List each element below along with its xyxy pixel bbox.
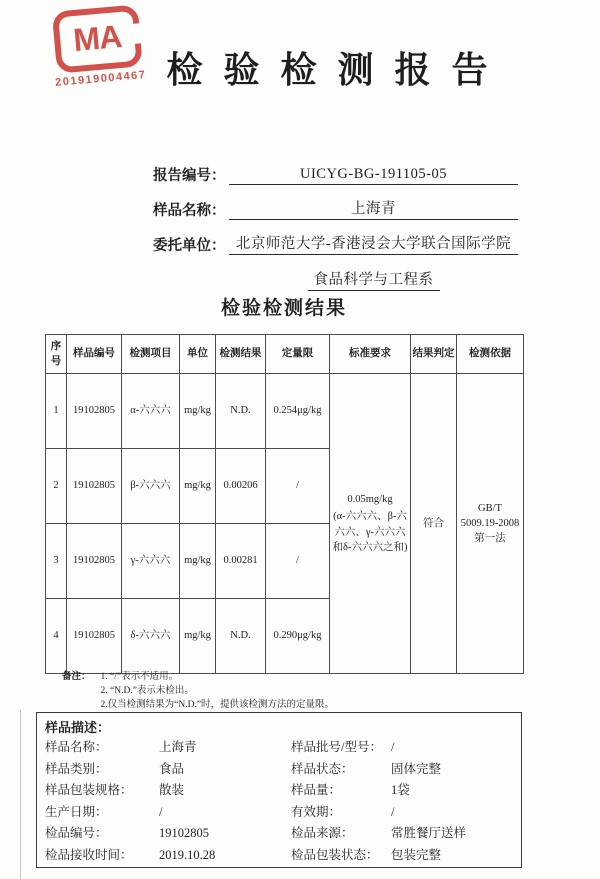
- client-label: 委托单位：: [153, 238, 226, 254]
- report-number-value: UICYG-BG-191105-05: [229, 166, 518, 185]
- field-value: /: [391, 740, 395, 754]
- results-table: [45, 334, 524, 674]
- sample-description-row: [45, 802, 513, 824]
- report-number-label: 报告编号：: [153, 168, 226, 184]
- cell-sample-no: 19102805: [67, 449, 122, 524]
- field-value: 上海青: [159, 740, 197, 754]
- scan-edge-line: [20, 710, 21, 879]
- field-value: /: [391, 804, 395, 819]
- field-value: 2019.10.28: [159, 847, 216, 862]
- cma-logo-icon: [52, 4, 143, 73]
- cell-unit: mg/kg: [180, 449, 216, 524]
- cell-item: α-六六六: [122, 374, 180, 449]
- field-label: 检品编号：: [45, 826, 108, 840]
- col-header-loq: 定量限: [266, 335, 330, 374]
- client-row: [153, 233, 518, 255]
- cell-result: N.D.: [216, 599, 266, 674]
- cell-verdict: 符合: [411, 374, 457, 674]
- cell-unit: mg/kg: [180, 599, 216, 674]
- field-label: 样品量：: [291, 783, 342, 797]
- cell-item: γ-六六六: [122, 524, 180, 599]
- sample-description-title: 样品描述：: [45, 720, 111, 735]
- document-title: 检 验 检 测 报 告: [166, 50, 494, 90]
- note-item-1: 1. “/”表示不适用。: [100, 672, 179, 682]
- standard-note: (α-六六六、β-六六六、γ-六六六和δ-六六六之和): [332, 511, 408, 553]
- sample-description-row: [45, 759, 513, 781]
- col-header-sample-no: 样品编号: [67, 335, 122, 374]
- cell-seq: 3: [46, 524, 67, 599]
- cell-result: 0.00281: [216, 524, 266, 599]
- field-label: 检品接收时间：: [45, 847, 133, 862]
- field-label: 检品来源：: [291, 826, 354, 840]
- col-header-seq: 序号: [46, 335, 67, 374]
- sample-name-label: 样品名称：: [153, 203, 226, 219]
- cell-seq: 4: [46, 599, 67, 674]
- sample-name-value: 上海青: [229, 197, 518, 220]
- col-header-result: 检测结果: [216, 335, 266, 374]
- cell-loq: /: [266, 524, 330, 599]
- field-value: /: [159, 804, 163, 819]
- field-label: 样品状态：: [291, 761, 354, 776]
- field-label: 样品包装规格：: [45, 783, 133, 797]
- cma-logo-letters: MA: [71, 18, 123, 59]
- field-label: 生产日期：: [45, 804, 108, 819]
- cell-sample-no: 19102805: [67, 524, 122, 599]
- field-value: 包装完整: [391, 847, 442, 862]
- notes-label: 备注：: [62, 672, 91, 682]
- report-fields: [153, 163, 518, 290]
- cell-loq: /: [266, 449, 330, 524]
- field-label: 有效期：: [291, 804, 342, 819]
- field-value: 固体完整: [391, 761, 442, 776]
- field-value: 散装: [159, 783, 185, 797]
- notes-items: [101, 670, 335, 712]
- cell-item: δ-六六六: [122, 599, 180, 674]
- cell-sample-no: 19102805: [67, 599, 122, 674]
- col-header-basis: 检测依据: [457, 335, 524, 374]
- col-header-verdict: 结果判定: [411, 335, 457, 374]
- field-label: 样品名称：: [45, 740, 108, 754]
- sample-description-box: [36, 712, 522, 868]
- cell-seq: 2: [46, 449, 67, 524]
- cell-unit: mg/kg: [180, 374, 216, 449]
- col-header-item: 检测项目: [122, 335, 180, 374]
- field-label: 检品包装状态：: [291, 847, 379, 862]
- client-value-line1: 北京师范大学-香港浸会大学联合国际学院: [229, 232, 518, 255]
- cell-unit: mg/kg: [180, 524, 216, 599]
- sample-description-row: [45, 845, 513, 867]
- basis-line2: 5009.19-2008: [460, 517, 520, 529]
- cell-result: 0.00206: [216, 449, 266, 524]
- results-section-title: 检验检测结果: [220, 298, 347, 319]
- field-label: 样品批号/型号：: [291, 740, 382, 754]
- note-item-2: 2. “N.D.”表示未检出。: [100, 686, 194, 696]
- client-row-line2: [229, 268, 518, 290]
- note-item-3: 2.仅当检测结果为“N.D.”时，提供该检测方法的定量限。: [100, 700, 335, 710]
- standard-value: 0.05mg/kg: [347, 494, 393, 506]
- report-number-row: [153, 163, 518, 185]
- cell-sample-no: 19102805: [67, 374, 122, 449]
- cell-seq: 1: [46, 374, 67, 449]
- field-value: 19102805: [159, 826, 209, 840]
- basis-line1: GB/T: [478, 502, 502, 514]
- sample-name-row: [153, 198, 518, 220]
- cma-certificate-number: 201919004467: [54, 68, 147, 89]
- field-label: 样品类别：: [45, 761, 108, 776]
- cell-standard-requirement: [330, 374, 411, 674]
- cell-loq: 0.254μg/kg: [266, 374, 330, 449]
- sample-description-row: [45, 823, 513, 845]
- cell-basis: [457, 374, 524, 674]
- table-row: [46, 374, 524, 449]
- field-value: 1袋: [391, 783, 410, 797]
- cma-stamp: [45, 4, 151, 89]
- sample-description-row: [45, 737, 513, 759]
- col-header-unit: 单位: [180, 335, 216, 374]
- col-header-standard: 标准要求: [330, 335, 411, 374]
- notes: [62, 670, 334, 712]
- field-value: 食品: [159, 761, 185, 776]
- cell-item: β-六六六: [122, 449, 180, 524]
- client-value-line2: 食品科学与工程系: [308, 268, 440, 291]
- basis-line3: 第一法: [474, 533, 506, 545]
- cell-result: N.D.: [216, 374, 266, 449]
- sample-description-row: [45, 780, 513, 802]
- field-value: 常胜餐厅送样: [391, 826, 467, 840]
- table-header-row: [46, 335, 524, 374]
- cell-loq: 0.290μg/kg: [266, 599, 330, 674]
